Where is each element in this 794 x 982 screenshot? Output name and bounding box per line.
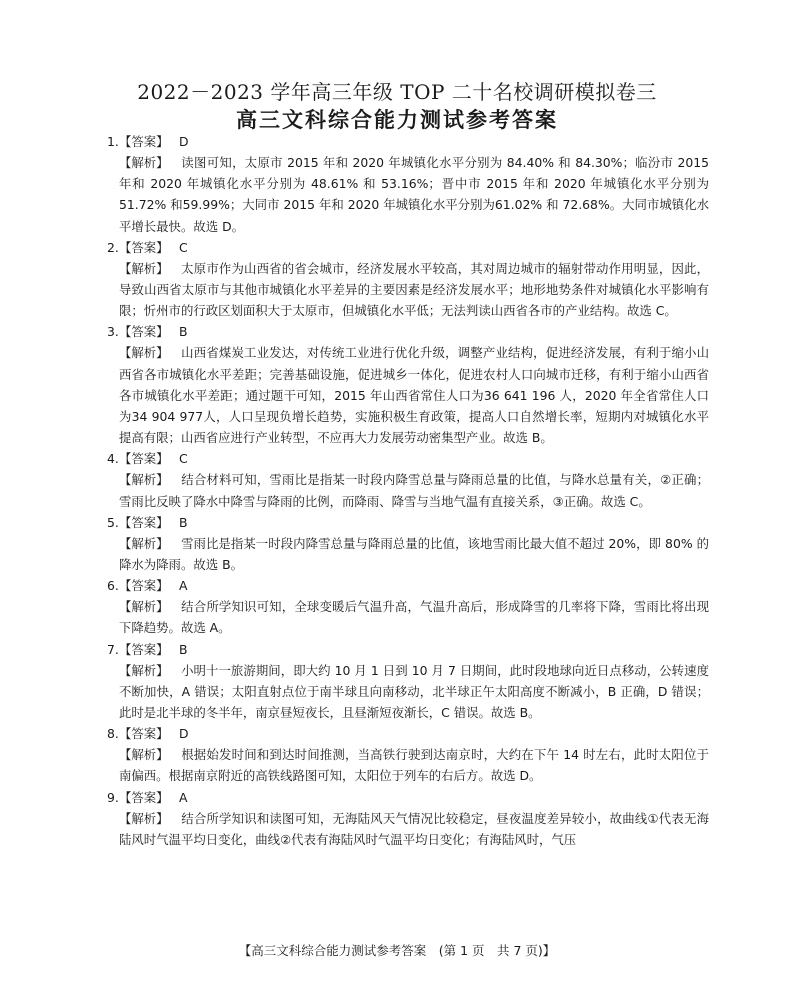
- explanation: [119, 152, 709, 237]
- page-footer: 【高三文科综合能力测试参考答案 (第 1 页 共 7 页)】: [238, 943, 556, 958]
- explanation: [119, 258, 709, 322]
- explanation-tag: 【解析】: [119, 472, 169, 488]
- answer-tag: 【答案】: [119, 324, 169, 340]
- document-title: 2022－2023 学年高三年级 TOP 二十名校调研模拟卷三: [137, 80, 657, 104]
- explanation-tag: 【解析】: [119, 747, 169, 763]
- answer-tag: 【答案】: [119, 239, 169, 255]
- explanation-tag: 【解析】: [119, 155, 169, 170]
- answer-value: B: [179, 324, 188, 340]
- answer-value: D: [179, 726, 189, 742]
- answer-tag: 【答案】: [119, 578, 169, 594]
- explanation-text: 读图可知，太原市 2015 年和 2020 年城镇化水平分别为 84.40% 和 84.30%；临汾市 2015 年和 2020 年城镇化水平分别为 48.61% 和 53.16%；晋中市 2015 年和 2020 年城镇化水平分别为51.72% 和59.99%；大同市 2015 年和 2020 年城镇化水平分别为61.02% 和 72.68%。大同市城镇化水平增长最快。故选 D。: [119, 155, 709, 234]
- question-number: 8.: [107, 726, 119, 742]
- explanation-tag: 【解析】: [119, 260, 169, 276]
- explanation-text: 结合材料可知，雪雨比是指某一时段内降雪总量与降雨总量的比值，与降水总量有关，②正确；雪雨比反映了降水中降雪与降雨的比例，而降雨、降雪与当地气温有直接关系，③正确。故选 C。: [119, 472, 709, 509]
- explanation: [119, 596, 709, 638]
- question-number: 5.: [107, 514, 119, 530]
- answer-value: C: [179, 239, 188, 255]
- question-number: 7.: [107, 641, 119, 657]
- explanation-text: 根据始发时间和到达时间推测，当高铁行驶到达南京时，大约在下午 14 时左右，此时太阳位于南偏西。根据南京附近的高铁线路图可知，太阳位于列车的右后方。故选 D。: [119, 747, 709, 784]
- question-number: 4.: [107, 451, 119, 467]
- question-item: [107, 512, 709, 575]
- explanation-tag: 【解析】: [119, 599, 169, 615]
- answer-tag: 【答案】: [119, 134, 169, 149]
- explanation-tag: 【解析】: [119, 535, 169, 551]
- question-item: [107, 723, 709, 786]
- question-number: 3.: [107, 324, 119, 340]
- explanation-tag: 【解析】: [119, 810, 169, 826]
- answer-value: B: [179, 641, 188, 657]
- question-item: [107, 639, 709, 724]
- explanation-text: 结合所学知识可知，全球变暖后气温升高，气温升高后，形成降雪的几率将下降，雪雨比将出现下降趋势。故选 A。: [119, 599, 709, 636]
- question-item: [107, 237, 709, 322]
- question-list: [107, 131, 709, 850]
- explanation-text: 太原市作为山西省的省会城市，经济发展水平较高，其对周边城市的辐射带动作用明显，因此，导致山西省太原市与其他市城镇化水平差异的主要因素是经济发展水平；地形地势条件对城镇化水平影响有限；忻州市的行政区划面积大于太原市，但城镇化水平低；无法判读山西省各市的产业结构。故选 C。: [119, 260, 709, 319]
- document-subtitle: 高三文科综合能力测试参考答案: [236, 108, 558, 132]
- explanation-text: 雪雨比是指某一时段内降雪总量与降雨总量的比值，该地雪雨比最大值不超过 20%，即 80% 的降水为降雨。故选 B。: [119, 535, 709, 573]
- question-item: [107, 787, 709, 850]
- answer-value: A: [179, 789, 188, 805]
- explanation-text: 小明十一旅游期间，即大约 10 月 1 日到 10 月 7 日期间，此时段地球向近日点移动，公转速度不断加快，A 错误；太阳直射点位于南半球且向南移动，北半球正午太阳高度不断减小，B 正确，D 错误；此时是北半球的冬半年，南京昼短夜长，且昼渐短夜渐长，C 错误。故选 B。: [119, 662, 709, 721]
- answer-value: D: [179, 134, 189, 149]
- question-item: [107, 321, 709, 448]
- answer-value: A: [179, 578, 188, 594]
- explanation: [119, 808, 709, 850]
- answer-value: B: [179, 514, 188, 530]
- question-number: 1.: [107, 134, 119, 149]
- explanation: [119, 533, 709, 575]
- answer-value: C: [179, 451, 188, 467]
- question-item: [107, 131, 709, 237]
- question-number: 9.: [107, 789, 119, 805]
- answer-tag: 【答案】: [119, 726, 169, 742]
- answer-tag: 【答案】: [119, 514, 169, 530]
- question-number: 2.: [107, 239, 119, 255]
- explanation-text: 结合所学知识和读图可知，无海陆风天气情况比较稳定，昼夜温度差异较小，故曲线①代表无海陆风时气温平均日变化，曲线②代表有海陆风时气温平均日变化；有海陆风时，气压: [119, 810, 709, 847]
- explanation: [119, 469, 709, 511]
- explanation: [119, 342, 709, 448]
- explanation-tag: 【解析】: [119, 662, 169, 678]
- question-item: [107, 448, 709, 511]
- answer-tag: 【答案】: [119, 789, 169, 805]
- explanation: [119, 744, 709, 786]
- answer-tag: 【答案】: [119, 451, 169, 467]
- explanation-tag: 【解析】: [119, 345, 169, 361]
- explanation-text: 山西省煤炭工业发达，对传统工业进行优化升级，调整产业结构，促进经济发展，有利于缩小山西省各市城镇化水平差距；完善基础设施，促进城乡一体化，促进农村人口向城市迁移，有利于缩小山西省各市城镇化水平差距；通过题干可知，2015 年山西省常住人口为36 641 196 人，2020 年全省常住人口为34 904 977人，人口呈现负增长趋势，实施积极生育政策，提高人口自然增长率，短期内对城镇化水平提高有限；山西省应进行产业转型，不应再大力发展劳动密集型产业。故选 B。: [119, 345, 709, 446]
- question-item: [107, 575, 709, 638]
- answer-tag: 【答案】: [119, 641, 169, 657]
- question-number: 6.: [107, 578, 119, 594]
- explanation: [119, 660, 709, 724]
